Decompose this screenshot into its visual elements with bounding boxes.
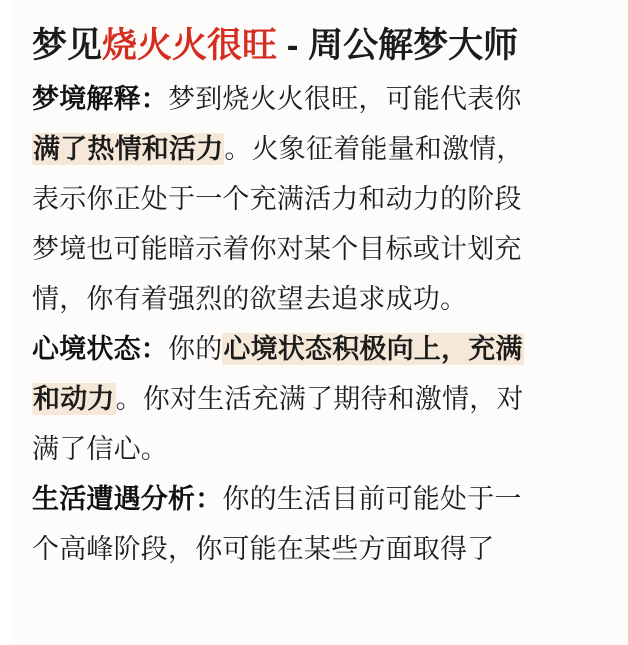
section-label-mood-state: 心境状态： bbox=[32, 334, 168, 364]
paragraph-line-clipped bbox=[32, 524, 628, 564]
highlight-phrase: 心境状态积极向上，充满 bbox=[223, 334, 523, 364]
title-suffix: - 周公解梦大师 bbox=[277, 26, 519, 65]
paragraph-line bbox=[32, 474, 628, 524]
line-text: 你的 bbox=[168, 334, 223, 364]
line-text: 。火象征着能量和激情， bbox=[224, 134, 524, 164]
line-text: 梦境也可能暗示着你对某个目标或计划充 bbox=[32, 234, 522, 264]
paragraph-line bbox=[32, 374, 628, 424]
paragraph-line bbox=[32, 324, 628, 374]
line-text: 情，你有着强烈的欲望去追求成功。 bbox=[32, 284, 468, 314]
page-title bbox=[32, 22, 628, 70]
title-prefix: 梦见 bbox=[32, 26, 103, 65]
paragraph-line bbox=[32, 174, 628, 224]
highlight-phrase: 满了热情和活力 bbox=[33, 134, 224, 164]
line-text: 个高峰阶段，你可能在某些方面取得了 bbox=[32, 534, 495, 564]
line-text: 。你对生活充满了期待和激情，对 bbox=[115, 384, 524, 414]
page-title-row bbox=[32, 22, 628, 74]
paragraph-line bbox=[32, 124, 628, 174]
paragraph-line bbox=[32, 424, 628, 474]
left-margin-rule bbox=[0, 0, 14, 645]
article-content bbox=[14, 0, 628, 645]
paragraph-line bbox=[32, 274, 628, 324]
line-text: 表示你正处于一个充满活力和动力的阶段 bbox=[32, 184, 522, 214]
paragraph-line bbox=[32, 224, 628, 274]
line-text: 满了信心。 bbox=[32, 434, 168, 464]
section-label-dream-explanation: 梦境解释： bbox=[32, 84, 168, 114]
line-text: 梦到烧火火很旺，可能代表你 bbox=[168, 84, 522, 114]
highlight-phrase: 和动力 bbox=[33, 384, 115, 414]
section-label-life-analysis: 生活遭遇分析： bbox=[32, 484, 223, 514]
title-keyword: 烧火火很旺 bbox=[102, 26, 278, 65]
line-text: 你的生活目前可能处于一 bbox=[222, 484, 522, 514]
paragraph-line bbox=[32, 74, 628, 124]
